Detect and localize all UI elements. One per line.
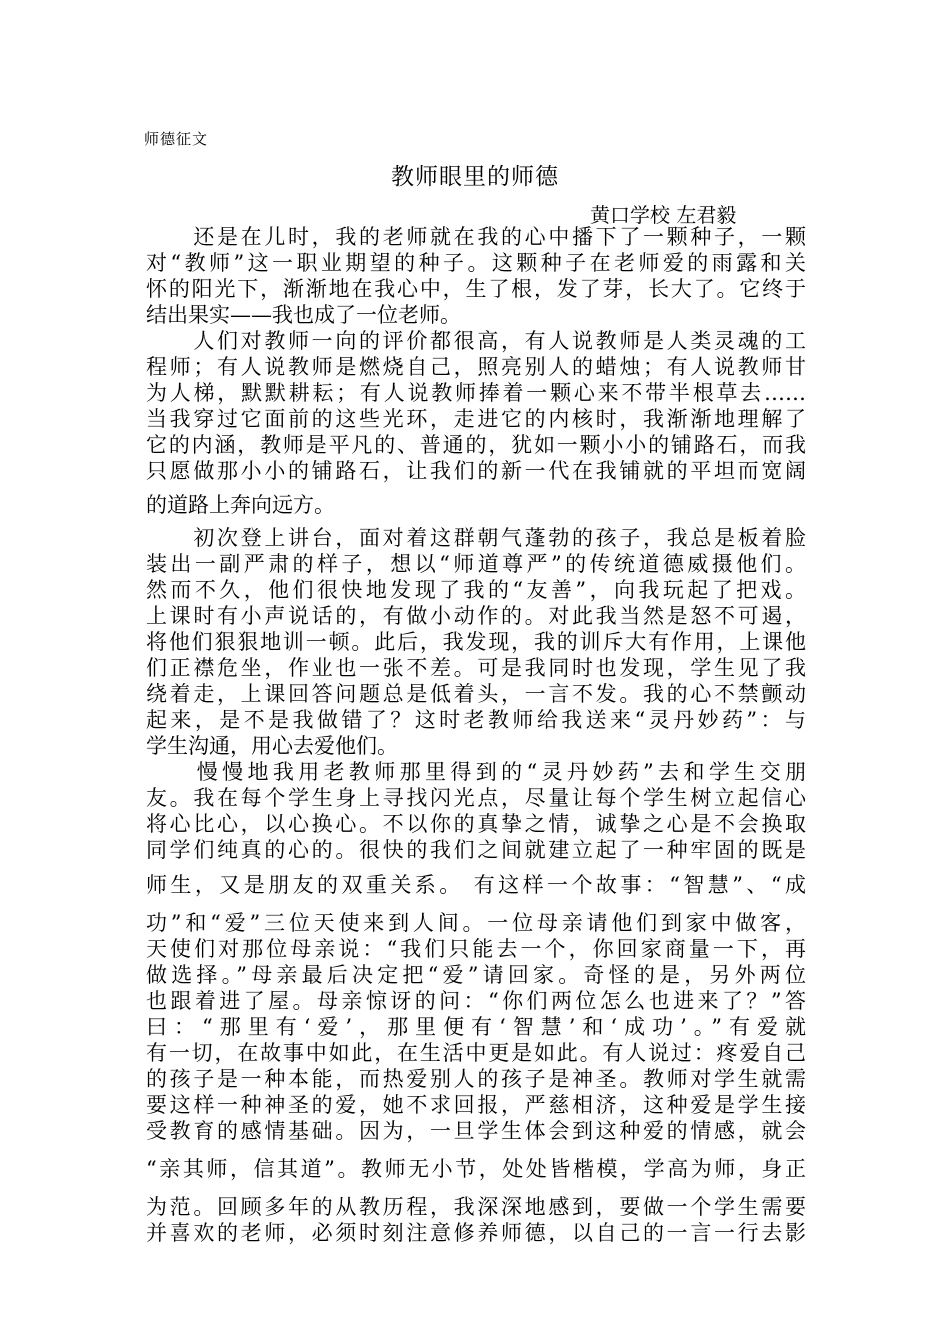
author-byline: 黄口学校 左君毅: [590, 203, 737, 227]
body-line: 初次登上讲台，面对着这群朝气蓬勃的孩子，我总是板着脸: [146, 526, 806, 550]
body-line: 师生，又是朋友的双重关系。 有这样一个故事：“智慧”、“成: [146, 873, 806, 897]
body-line: 友。我在每个学生身上寻找闪光点，尽量让每个学生树立起信心: [146, 786, 806, 810]
body-line: 装出一副严肃的样子，想以“师道尊严”的传统道德威摄他们。: [146, 552, 806, 576]
body-line: 有一切，在故事中如此，在生活中更是如此。有人说过：疼爱自己: [146, 1041, 806, 1065]
body-line: 结出果实——我也成了一位老师。: [146, 303, 461, 327]
body-line: 同学们纯真的心的。很快的我们之间就建立起了一种牢固的既是: [146, 838, 806, 862]
body-line: 只愿做那小小的铺路石，让我们的新一代在我铺就的平坦而宽阔: [146, 459, 806, 483]
body-line: 受教育的感情基础。因为，一旦学生体会到这种爱的情感，就会: [146, 1119, 806, 1143]
body-line: 程师；有人说教师是燃烧自己，照亮别人的蜡烛；有人说教师甘: [146, 355, 806, 379]
body-line: “亲其师，信其道”。教师无小节，处处皆楷模，学高为师，身正: [146, 1157, 806, 1181]
body-line: 学生沟通，用心去爱他们。: [146, 734, 398, 758]
body-line: 们正襟危坐，作业也一张不差。可是我同时也发现，学生见了我: [146, 656, 806, 680]
body-line: 做选择。”母亲最后决定把“爱”请回家。奇怪的是，另外两位: [146, 963, 806, 987]
body-line: 起来，是不是我做错了？这时老教师给我送来“灵丹妙药”：与: [146, 708, 806, 732]
body-line: 也跟着进了屋。母亲惊讶的问：“你们两位怎么也进来了？”答: [146, 989, 806, 1013]
body-line: 然而不久，他们很快地发现了我的“友善”，向我玩起了把戏。: [146, 578, 806, 602]
body-line: 人们对教师一向的评价都很高，有人说教师是人类灵魂的工: [146, 329, 806, 353]
body-line: 将心比心，以心换心。不以你的真挚之情，诚挚之心是不会换取: [146, 812, 806, 836]
body-line: 为人梯，默默耕耘；有人说教师捧着一颗心来不带半根草去……: [146, 381, 806, 405]
body-line: 功”和“爱”三位天使来到人间。一位母亲请他们到家中做客，: [146, 911, 806, 935]
body-line: 它的内涵，教师是平凡的、普通的，犹如一颗小小的铺路石，而我: [146, 433, 806, 457]
body-line: 的孩子是一种本能，而热爱别人的孩子是神圣。教师对学生就需: [146, 1067, 806, 1091]
body-line: 绕着走，上课回答问题总是低着头，一言不发。我的心不禁颤动: [146, 682, 806, 706]
body-line: 慢慢地我用老教师那里得到的“灵丹妙药”去和学生交朋: [146, 760, 806, 784]
body-line: 怀的阳光下，渐渐地在我心中，生了根，发了芽，长大了。它终于: [146, 277, 806, 301]
body-line: 当我穿过它面前的这些光环，走进它的内核时，我渐渐地理解了: [146, 407, 806, 431]
document-category: 师德征文: [144, 130, 209, 148]
body-line: 要这样一种神圣的爱，她不求回报，严慈相济，这种爱是学生接: [146, 1093, 806, 1117]
body-line: 上课时有小声说话的，有做小动作的。对此我当然是怒不可遏，: [146, 604, 806, 628]
body-line: 的道路上奔向远方。: [146, 493, 335, 517]
body-line: 天使们对那位母亲说：“我们只能去一个，你回家商量一下，再: [146, 937, 806, 961]
body-line: 曰：“那里有‘爱’，那里便有‘智慧’和‘成功’。”有爱就: [146, 1015, 806, 1039]
body-line: 还是在儿时，我的老师就在我的心中播下了一颗种子，一颗: [146, 225, 806, 249]
body-line: 将他们狠狠地训一顿。此后，我发现，我的训斥大有作用，上课他: [146, 630, 806, 654]
document-title: 教师眼里的师德: [391, 164, 559, 190]
body-line: 并喜欢的老师，必须时刻注意修养师德，以自己的一言一行去影: [146, 1221, 806, 1245]
body-line: 为范。回顾多年的从教历程，我深深地感到，要做一个学生需要: [146, 1195, 806, 1219]
body-line: 对“教师”这一职业期望的种子。这颗种子在老师爱的雨露和关: [146, 251, 806, 275]
